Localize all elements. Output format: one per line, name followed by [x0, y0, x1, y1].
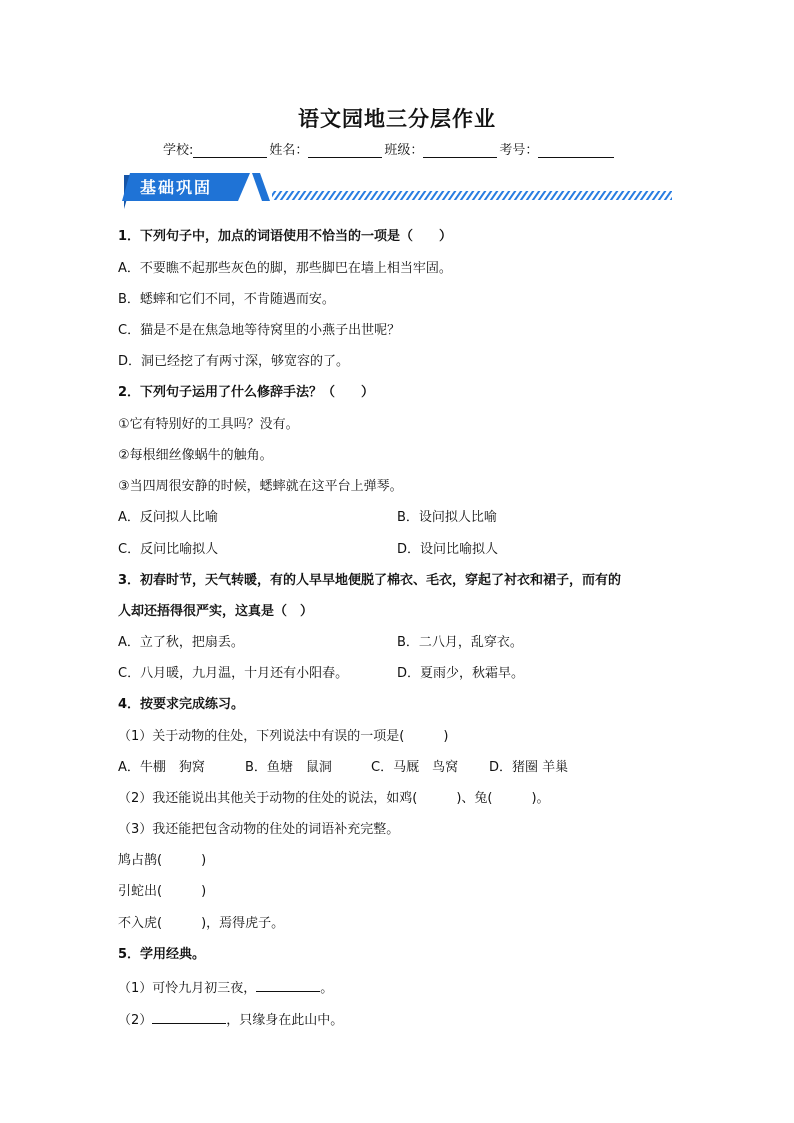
q5-stem: 5．学用经典。	[118, 947, 206, 962]
page-title: 语文园地三分层作业	[298, 107, 496, 131]
banner-accent	[252, 173, 270, 201]
school-label: 学校:	[163, 143, 194, 158]
q1-option-b[interactable]: B．蟋蟀和它们不同，不肯随遇而安。	[118, 292, 335, 307]
q5-part1-text: （1）可怜九月初三夜，	[118, 981, 257, 996]
q1-stem: 1．下列句子中，加点的词语使用不恰当的一项是（ ）	[118, 229, 453, 244]
banner-stripe	[272, 191, 672, 200]
class-label: 班级：	[384, 143, 424, 158]
q3-stem-line1: 3．初春时节，天气转暖，有的人早早地便脱了棉衣、毛衣，穿起了衬衣和裙子，而有的	[118, 573, 622, 588]
q5-part1-blank[interactable]	[256, 978, 320, 992]
q4-part1-options	[118, 760, 568, 776]
q1-option-d[interactable]: D．洞已经挖了有两寸深，够宽容的了。	[118, 354, 350, 369]
q4-stem: 4．按要求完成练习。	[118, 697, 245, 712]
name-blank[interactable]	[308, 143, 382, 158]
q4-part2: （2）我还能说出其他关于动物的住处的说法，如鸡( )、兔( )。	[118, 791, 550, 806]
q3-option-b[interactable]: B．二八月，乱穿衣。	[397, 635, 523, 650]
q4-option-b[interactable]: B．鱼塘 鼠洞	[245, 760, 332, 775]
q2-sentence-3: ③当四周很安静的时候，蟋蟀就在这平台上弹琴。	[118, 479, 403, 494]
q2-option-a[interactable]: A．反问拟人比喻	[118, 510, 218, 525]
section-label: 基础巩固	[140, 178, 213, 197]
q5-part2-num: （2）	[118, 1013, 153, 1028]
q4-idiom-2: 引蛇出( )	[118, 884, 207, 899]
q5-part1	[118, 978, 333, 997]
class-blank[interactable]	[423, 143, 497, 158]
q5-part2	[118, 1010, 343, 1029]
q1-option-a[interactable]: A．不要瞧不起那些灰色的脚，那些脚巴在墙上相当牢固。	[118, 261, 452, 276]
q4-option-c[interactable]: C．马厩 鸟窝	[371, 760, 459, 775]
q5-part1-end: 。	[320, 981, 334, 996]
q4-idiom-1: 鸠占鹊( )	[118, 853, 207, 868]
q1-option-c[interactable]: C．猫是不是在焦急地等待窝里的小燕子出世呢？	[118, 323, 401, 338]
q3-option-c[interactable]: C．八月暖，九月温，十月还有小阳春。	[118, 666, 349, 681]
q2-option-c[interactable]: C．反问比喻拟人	[118, 542, 219, 557]
q3-stem-line2: 人却还捂得很严实，这真是（ ）	[118, 604, 314, 619]
q4-part1: （1）关于动物的住处，下列说法中有误的一项是( )	[118, 729, 449, 744]
q4-option-a[interactable]: A．牛棚 狗窝	[118, 760, 205, 775]
q4-part3: （3）我还能把包含动物的住处的词语补充完整。	[118, 822, 400, 837]
q2-option-b[interactable]: B．设问拟人比喻	[397, 510, 497, 525]
q5-part2-blank[interactable]	[152, 1010, 226, 1024]
q3-option-a[interactable]: A．立了秋，把扇丢。	[118, 635, 244, 650]
q2-stem: 2．下列句子运用了什么修辞手法？（ ）	[118, 385, 375, 400]
number-label: 考号：	[499, 143, 539, 158]
q2-sentence-2: ②每根细丝像蜗牛的触角。	[118, 448, 273, 463]
q2-option-d[interactable]: D．设问比喻拟人	[397, 542, 499, 557]
number-blank[interactable]	[538, 143, 614, 158]
school-blank[interactable]	[193, 143, 267, 158]
q2-sentence-1: ①它有特别好的工具吗？没有。	[118, 417, 299, 432]
name-label: 姓名：	[269, 143, 309, 158]
q5-part2-text: ，只缘身在此山中。	[226, 1013, 344, 1028]
q4-option-d[interactable]: D．猪圈 羊巢	[489, 760, 569, 775]
q3-option-d[interactable]: D．夏雨少，秋霜早。	[397, 666, 525, 681]
q4-idiom-3: 不入虎( )，焉得虎子。	[118, 916, 285, 931]
section-banner	[120, 171, 676, 211]
student-info-line	[163, 139, 616, 158]
